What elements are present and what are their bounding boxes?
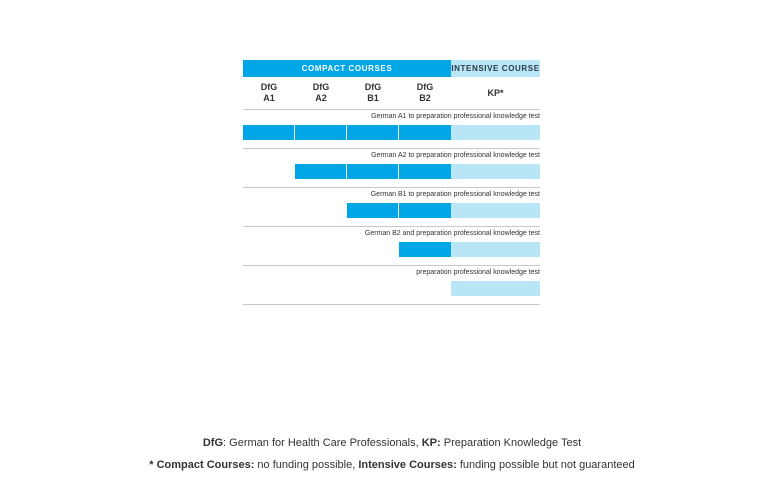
legend-term-kp: KP: [421, 437, 441, 449]
legend-def-kp: Preparation Knowledge Test [440, 437, 582, 449]
column-label-kp: KP* [487, 88, 504, 98]
path-label: German A2 to preparation professional knowledge test [371, 152, 540, 159]
path-label: preparation professional knowledge test [416, 269, 540, 276]
segment-intensive-kp [451, 203, 540, 218]
path-label: German A1 to preparation professional knowledge test [371, 113, 540, 120]
legend-sep: : [223, 437, 227, 449]
segment-compact-b1 [347, 125, 398, 140]
column-label-line1: DfG [260, 82, 278, 92]
column-label-line2: B1 [367, 93, 379, 103]
legend-abbreviations [0, 437, 784, 449]
segment-compact-a1 [243, 125, 294, 140]
path-row-a2 [243, 148, 540, 188]
divider-line [243, 304, 540, 305]
intensive-course-header: INTENSIVE COURSE [451, 60, 540, 77]
column-label-dfg-a1 [243, 82, 295, 104]
legend-def-compact: no funding possible, [254, 459, 359, 471]
segment-intensive-kp [451, 125, 540, 140]
column-label-line2: B2 [419, 93, 431, 103]
compact-courses-header: COMPACT COURSES [243, 60, 451, 77]
segment-compact-b2 [399, 164, 451, 179]
segment-compact-b2 [399, 203, 451, 218]
path-row-a1 [243, 109, 540, 149]
column-label-line1: DfG [416, 82, 434, 92]
column-label-dfg-b1 [347, 82, 399, 104]
column-label-line2: A1 [263, 93, 275, 103]
legend-def-intensive: funding possible but not guaranteed [456, 459, 635, 471]
legend-term-dfg: DfG [202, 437, 224, 449]
segment-compact-b1 [347, 164, 398, 179]
path-row-b2 [243, 226, 540, 266]
column-label-line1: DfG [364, 82, 382, 92]
legend-term-compact: * Compact Courses: [149, 459, 255, 471]
column-label-line2: A2 [315, 93, 327, 103]
column-label-dfg-a2 [295, 82, 347, 104]
segment-compact-a2 [295, 125, 346, 140]
legend-funding [0, 459, 784, 471]
column-label-line1: DfG [312, 82, 330, 92]
segment-compact-b1 [347, 203, 398, 218]
segment-compact-b2 [399, 242, 451, 257]
legend-term-intensive: Intensive Courses: [358, 459, 457, 471]
path-row-kp [243, 265, 540, 305]
segment-intensive-kp [451, 281, 540, 296]
segment-compact-b2 [399, 125, 451, 140]
segment-intensive-kp [451, 164, 540, 179]
column-label-dfg-b2 [399, 82, 451, 104]
segment-intensive-kp [451, 242, 540, 257]
path-label: German B1 to preparation professional knowledge test [370, 191, 540, 198]
path-label: German B2 and preparation professional knowledge test [364, 230, 540, 237]
path-row-b1 [243, 187, 540, 227]
legend-def-dfg: German for Health Care Professionals, [226, 437, 422, 449]
segment-compact-a2 [295, 164, 346, 179]
